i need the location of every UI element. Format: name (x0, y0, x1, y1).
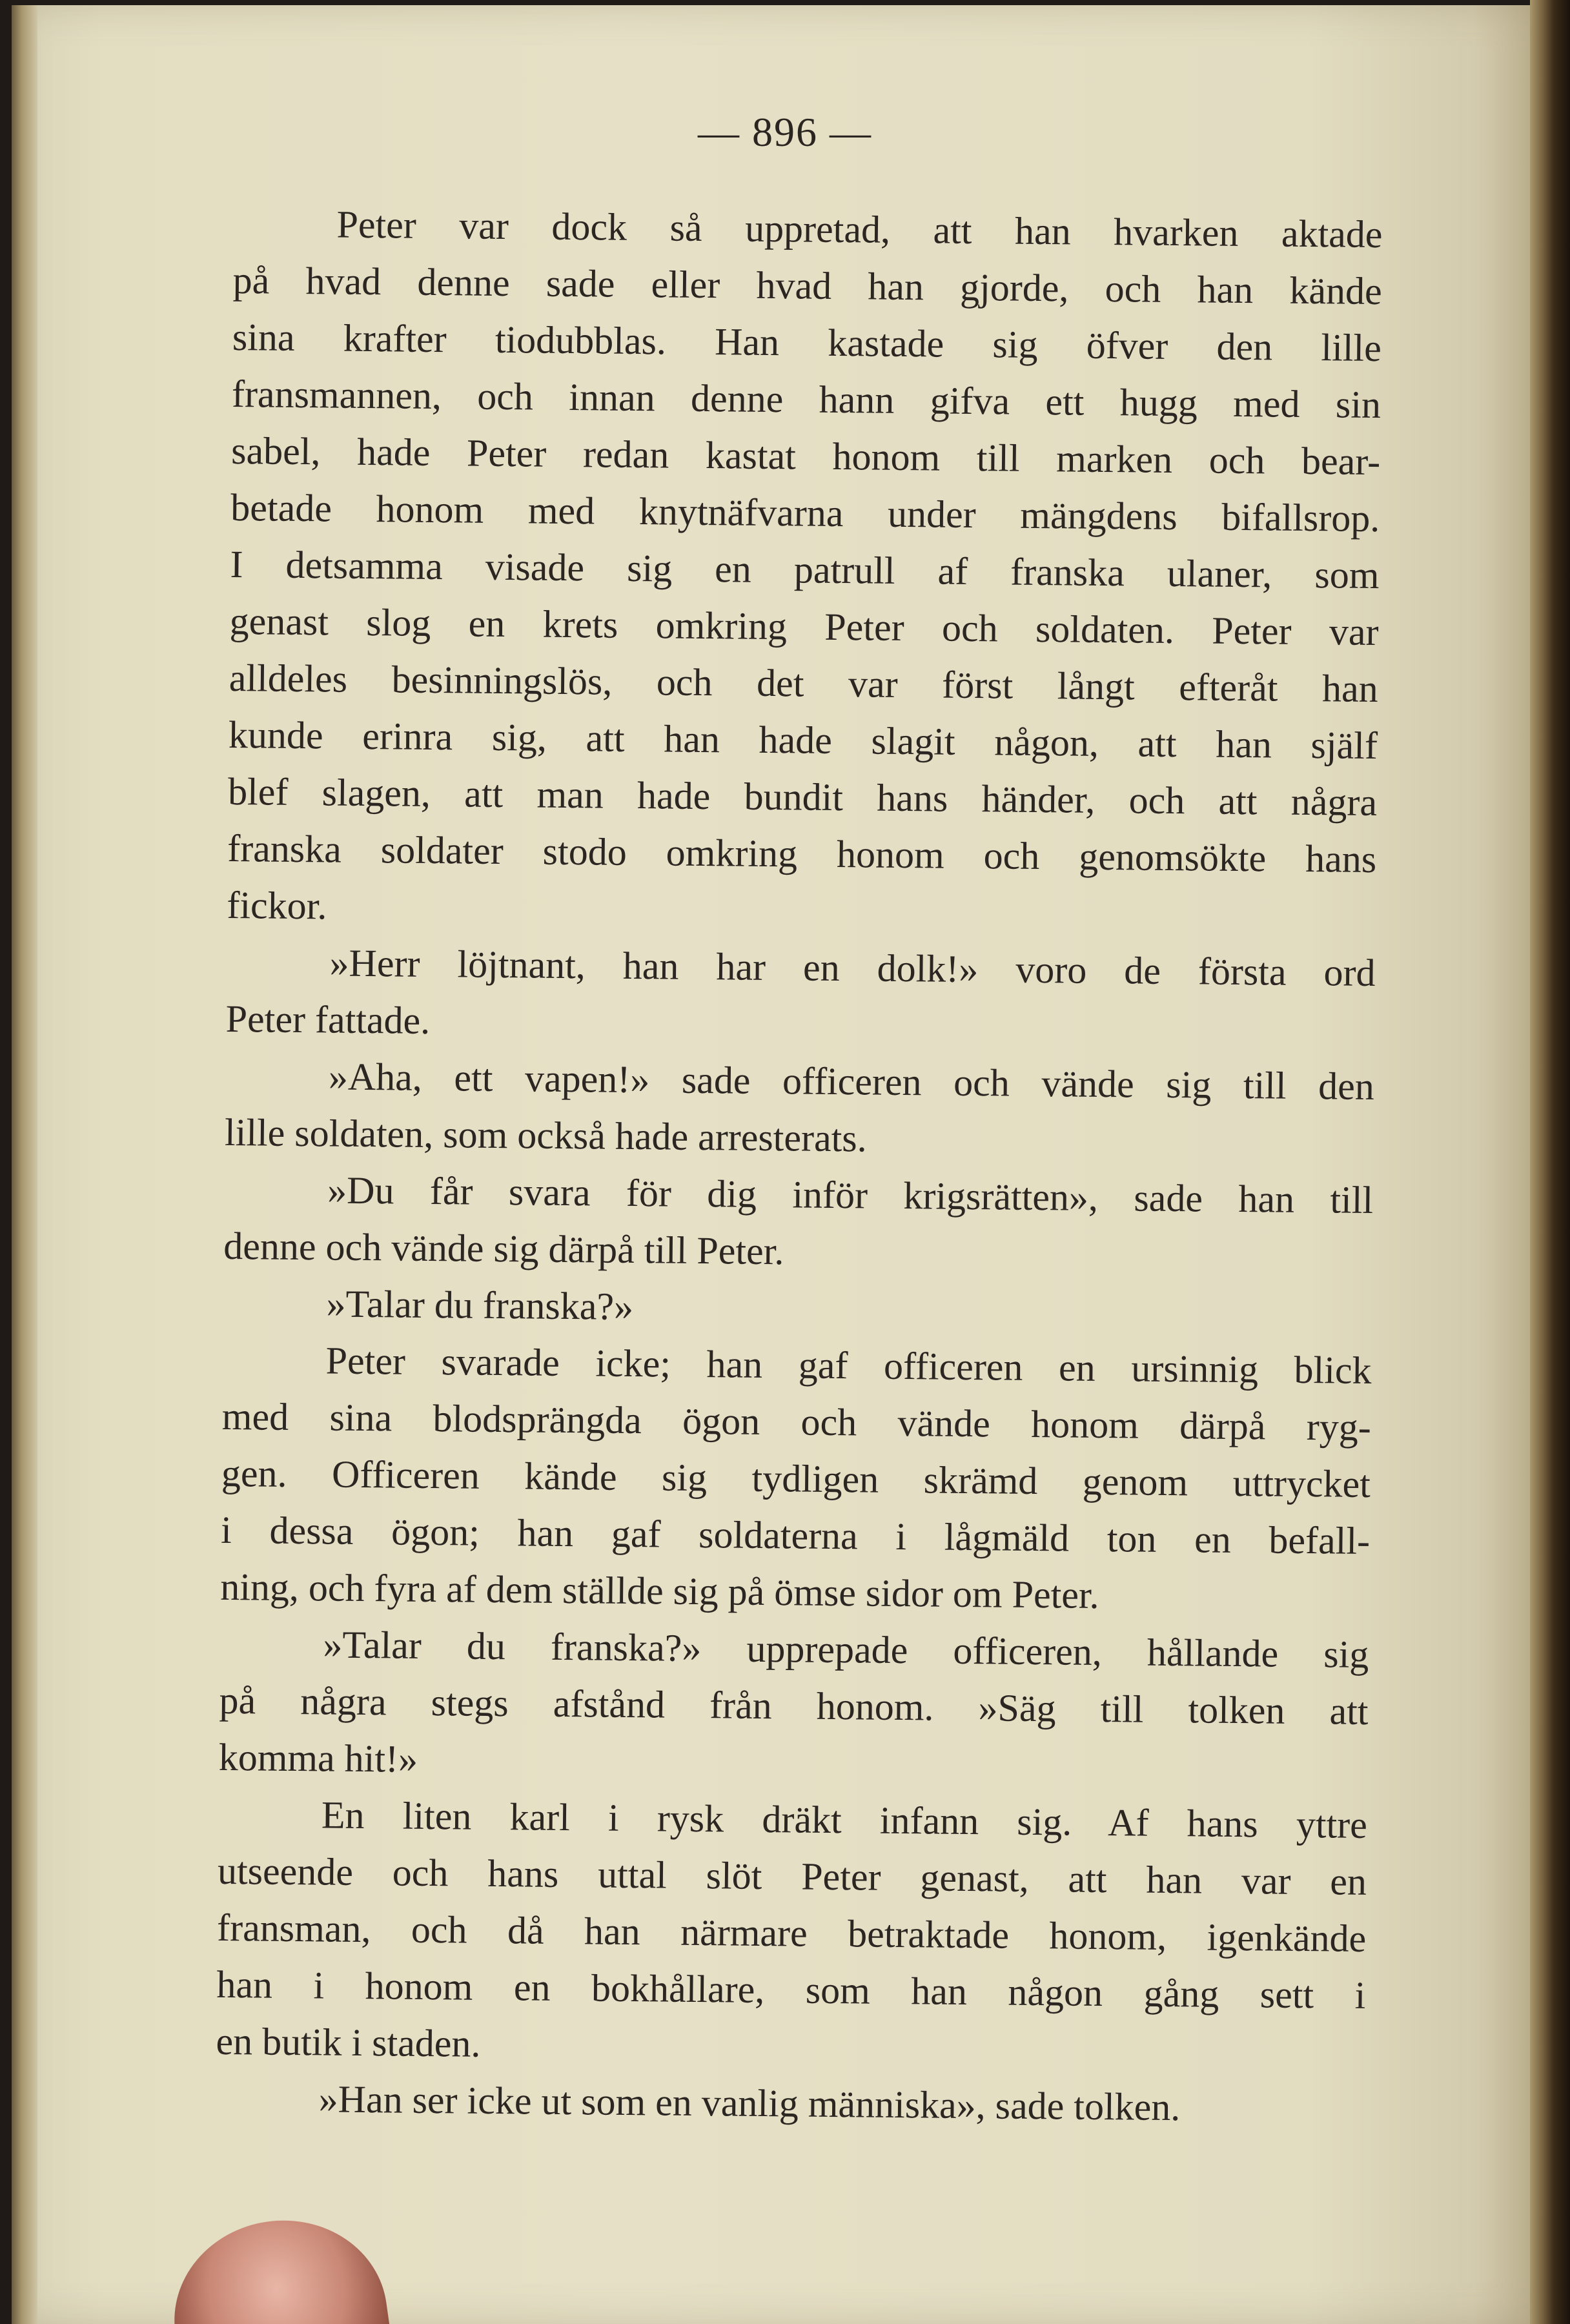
text-line: på hvad denne sade eller hvad han gjorde, och han kände (232, 258, 1382, 313)
text-line: på några stegs afstånd från honom. »Säg till tolken att (219, 1678, 1369, 1733)
text-line: alldeles besinningslös, och det var först långt efteråt han (229, 656, 1379, 711)
text-line: »Herr löjtnant, han har en dolk!» voro de första ord (329, 941, 1376, 995)
text-line: i dessa ögon; han gaf soldaterna i lågmäld ton en befall- (220, 1508, 1371, 1562)
book-spine (1530, 0, 1570, 2324)
page-edge-left (12, 5, 37, 2324)
text-line: I detsamma visade sig en patrull af franska ulaner, som (230, 542, 1380, 597)
text-line: gen. Officeren kände sig tydligen skrämd genom uttrycket (221, 1451, 1371, 1505)
text-line: En liten karl i rysk dräkt infann sig. Af hans yttre (321, 1793, 1368, 1846)
text-line: fransmannen, och innan denne hann gifva ett hugg med sin (231, 372, 1381, 427)
text-line: komma hit!» (218, 1735, 418, 1780)
text-line: »Talar du franska?» (326, 1282, 634, 1329)
text-line: sabel, hade Peter redan kastat honom till marken och bear- (230, 429, 1381, 484)
text-line: franska soldater stodo omkring honom och genomsökte hans (227, 826, 1377, 881)
page-number: — 896 — (698, 109, 872, 155)
text-line: fickor. (227, 883, 327, 928)
text-line: kunde erinra sig, att han hade slagit någon, att han själf (228, 713, 1378, 768)
text-line: utseende och hans uttal slöt Peter genast, att han var en (217, 1849, 1367, 1903)
text-line: »Han ser icke ut som en vanlig människa», sade tolken. (318, 2077, 1181, 2129)
text-line: »Talar du franska?» upprepade officeren, hållande sig (323, 1623, 1369, 1676)
text-line: lille soldaten, som också hade arresterats. (224, 1110, 868, 1160)
text-line: blef slagen, att man hade bundit hans händer, och att några (227, 770, 1378, 824)
text-line: betade honom med knytnäfvarna under mängdens bifallsrop. (230, 485, 1380, 540)
text-line: ning, och fyra af dem ställde sig på ömse sidor om Peter. (219, 1565, 1099, 1616)
text-line: »Du får svara för dig inför krigsrätten», sade han till (327, 1168, 1374, 1222)
text-line: Peter fattade. (225, 997, 431, 1042)
text-line: Peter svarade icke; han gaf officeren en ursinnig blick (325, 1339, 1372, 1392)
text-line: fransman, och då han närmare betraktade honom, igenkände (216, 1906, 1367, 1960)
text-line: han i honom en bokhållare, som han någon gång sett i (216, 1962, 1366, 2017)
text-line: denne och vände sig därpå till Peter. (223, 1224, 784, 1273)
text-line: »Aha, ett vapen!» sade officeren och vände sig till den (328, 1055, 1375, 1108)
text-line: med sina blodsprängda ögon och vände honom därpå ryg- (221, 1394, 1372, 1449)
text-line: genast slog en krets omkring Peter och soldaten. Peter var (229, 599, 1379, 654)
text-line: en butik i staden. (216, 2019, 481, 2065)
body-text (215, 195, 1383, 2137)
text-line: Peter var dock så uppretad, att han hvarken aktade (336, 203, 1383, 256)
text-line: sina krafter tiodubblas. Han kastade sig öfver den lille (232, 315, 1382, 370)
